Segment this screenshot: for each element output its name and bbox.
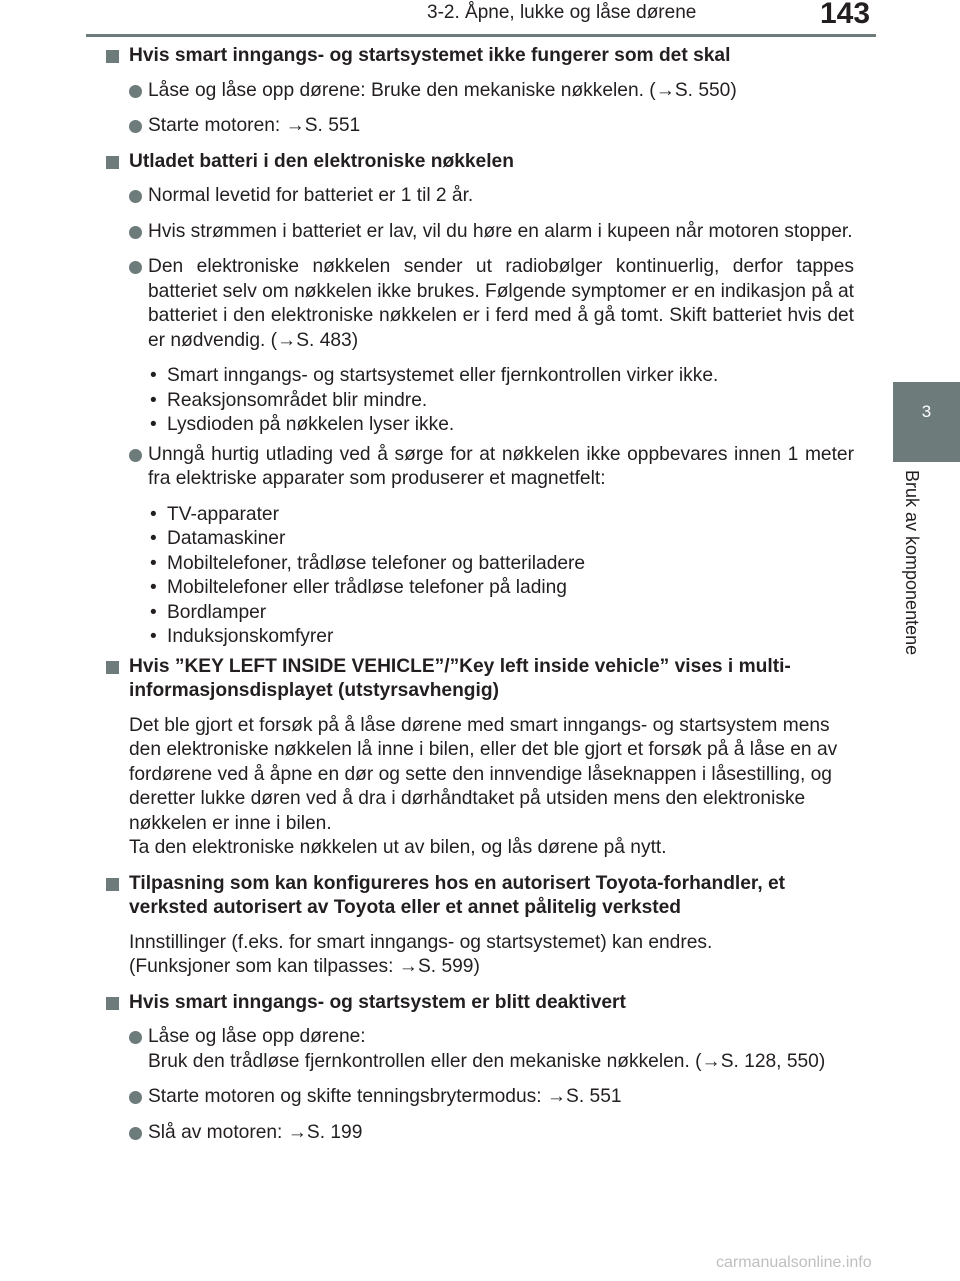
list-item: • Mobiltelefoner eller trådløse telefoner på lading bbox=[148, 576, 854, 601]
section-heading: Utladet batteri i den elektroniske nøkkelen bbox=[106, 150, 854, 175]
bullet-dot-icon bbox=[129, 1091, 142, 1104]
list-item: • Datamaskiner bbox=[148, 527, 854, 552]
bullet-dot-icon bbox=[129, 449, 142, 462]
header-rule bbox=[86, 34, 876, 37]
list-item: • Smart inngangs- og startsystemet eller fjernkontrollen virker ikke. bbox=[148, 364, 854, 389]
paragraph: Innstillinger (f.eks. for smart inngangs- og startsystemet) kan endres. bbox=[129, 931, 713, 953]
page-header bbox=[0, 0, 960, 36]
side-tab[interactable] bbox=[893, 382, 960, 462]
section-heading: Hvis smart inngangs- og startsystemet ikke fungerer som det skal bbox=[106, 44, 854, 69]
bullet-dot-icon bbox=[129, 226, 142, 239]
bullet-dot-icon bbox=[129, 190, 142, 203]
chapter-title: 3-2. Åpne, lukke og låse dørene bbox=[427, 2, 697, 23]
list-item: Låse og låse opp dørene: Bruke den mekaniske nøkkelen. (→S. 550) bbox=[106, 79, 854, 104]
list-item: Starte motoren og skifte tenningsbrytermodus: →S. 551 bbox=[106, 1085, 854, 1110]
paragraph: Ta den elektroniske nøkkelen ut av bilen, og lås dørene på nytt. bbox=[129, 837, 667, 858]
section-heading: Hvis smart inngangs- og startsystem er blitt deaktivert bbox=[106, 991, 854, 1016]
list-item: Hvis strømmen i batteriet er lav, vil du høre en alarm i kupeen når motoren stopper. bbox=[106, 220, 854, 245]
list-item: • Reaksjonsområdet blir mindre. bbox=[148, 389, 854, 414]
side-tab-label: Bruk av komponentene bbox=[902, 470, 922, 656]
page-content bbox=[106, 44, 854, 1156]
list-item: Låse og låse opp dørene: Bruk den trådløse fjernkontrollen eller den mekaniske nøkkelen. (→S. 128, 550) bbox=[106, 1025, 854, 1074]
square-marker-icon bbox=[106, 997, 119, 1010]
side-tab-number: 3 bbox=[921, 402, 932, 421]
list-item: • Bordlamper bbox=[148, 601, 854, 626]
list-item: • Lysdioden på nøkkelen lyser ikke. bbox=[148, 413, 854, 438]
bullet-dot-icon bbox=[129, 85, 142, 98]
list-item: Normal levetid for batteriet er 1 til 2 år. bbox=[106, 184, 854, 209]
device-list bbox=[106, 503, 854, 650]
section-heading: Hvis ”KEY LEFT INSIDE VEHICLE”/”Key left inside vehicle” vises i multiinformasjonsdisplayet (utstyrsavhengig) bbox=[106, 655, 854, 704]
list-item: Unngå hurtig utlading ved å sørge for at nøkkelen ikke oppbevares innen 1 meter fra elektriske apparater som produserer et magnetfelt: bbox=[106, 443, 854, 492]
square-marker-icon bbox=[106, 156, 119, 169]
page-number: 143 bbox=[820, 0, 871, 30]
list-item: • Mobiltelefoner, trådløse telefoner og batteriladere bbox=[148, 552, 854, 577]
symptom-list bbox=[106, 364, 854, 438]
list-item: Slå av motoren: →S. 199 bbox=[106, 1121, 854, 1146]
list-item: • TV-apparater bbox=[148, 503, 854, 528]
bullet-dot-icon bbox=[129, 120, 142, 133]
list-item: Den elektroniske nøkkelen sender ut radiobølger kontinuerlig, derfor tappes batteriet selv om nøkkelen ikke brukes. Følgende symptomer er en indikasjon på at batteriet i den elektroniske nøkkelen er i ferd med å gå tomt. Skift batteriet hvis det er nødvendig. (→S. 483) bbox=[106, 255, 854, 353]
list-item: • Induksjonskomfyrer bbox=[148, 625, 854, 650]
section-heading: Tilpasning som kan konfigureres hos en autorisert Toyota-forhandler, et verksted autorisert av Toyota eller et annet pålitelig verksted bbox=[106, 872, 854, 921]
paragraph: (Funksjoner som kan tilpasses: →S. 599) bbox=[129, 956, 480, 977]
bullet-dot-icon bbox=[129, 261, 142, 274]
square-marker-icon bbox=[106, 878, 119, 891]
square-marker-icon bbox=[106, 661, 119, 674]
bullet-dot-icon bbox=[129, 1031, 142, 1044]
watermark: carmanualsonline.info bbox=[716, 1254, 872, 1271]
bullet-dot-icon bbox=[129, 1127, 142, 1140]
list-item: Starte motoren: →S. 551 bbox=[106, 114, 854, 139]
paragraph: Det ble gjort et forsøk på å låse dørene med smart inngangs- og startsystem mens den elektroniske nøkkelen lå inne i bilen, eller det ble gjort et forsøk på å låse en av fordørene ved å åpne en dør og sette den innvendige låseknappen i låsestilling, og deretter lukke døren ved å dra i dørhåndtaket på utsiden mens den elektroniske nøkkelen er inne i bilen. bbox=[129, 714, 838, 834]
square-marker-icon bbox=[106, 50, 119, 63]
